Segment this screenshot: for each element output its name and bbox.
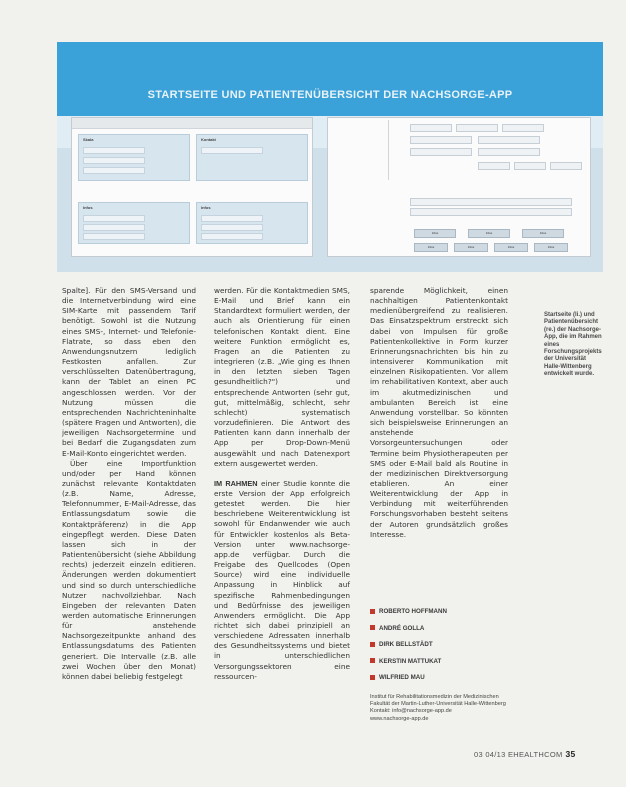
app-button: Infos [454,243,488,252]
author [370,607,520,624]
field [456,124,498,132]
author-name: DIRK BELLSTÄDT [379,641,433,648]
field [410,136,472,144]
paragraph-text: einer Studie konnte die erste Version der App erfolgreich getestet werden. Die hier beschriebene Weiterentwicklung ist sowohl für Endanwender wie auch für Entwickler kostenlos als Beta-Version unter www.nachsorge-app.de verfügbar. Durch die Freigabe des Quellcodes (Open Source) wird eine individuelle Anpassung in Hinblick auf spezifische Rahmenbedingungen und Bedürfnisse des jeweiligen Anwenders ermöglicht. Die App richtet sich dabei prinzipiell an verschiedene Adressaten innerhalb des Gesundheitssystems und bietet in unterschiedlichen Versorgungssektoren eine ressourcen- [214,478,350,681]
author-marker [370,675,375,680]
author-name: KERSTIN MATTUKAT [379,657,442,665]
start-screen-card [78,134,190,181]
field [410,208,572,216]
card-row [201,147,263,154]
field [502,124,544,132]
card-row [83,233,145,240]
issue-label: 03 04/13 EHEALTHCOM [474,750,563,759]
paragraph: sparende Möglichkeit, einen nachhaltigen Patientenkontakt medienübergreifend zu realisieren. Das Einsatzspektrum erstreckt sich dabei von Impulsen für große Patientenkollektive in Form kurzer Erinnerungsnachrichten bis hin zu intensiverer Kommunikation mit einzelnen Risikopatienten. Vor allem im rehabilitativen Kontext, aber auch im akutmedizinischen und ambulanten Bereich ist eine Anwendung vorstellbar. So könnten sich beispielsweise Erinnerungen an anstehende Vorsorgeuntersuchungen oder Termine beim Physiotherapeuten per SMS oder E-Mail bald als Routine in der medizinischen Direktversorgung etablieren. An einer Weiterentwicklung der App in Verbindung mit weiterführenden Forschungsvorhaben besteht seitens der Autoren grundsätzlich großes Interesse. [370,286,508,539]
app-button: Infos [534,243,568,252]
author-marker [370,658,375,663]
author-name: WILFRIED MAU [379,674,425,681]
card-row [201,215,263,222]
author-name: ANDRÉ GOLLA [379,624,425,632]
card-title: Infos [83,205,93,210]
card-row [201,233,263,240]
start-screen-menubar [72,118,312,129]
field [410,198,572,206]
patient-overview-screenshot [327,117,591,257]
paragraph-lead-in: IM RAHMEN [214,478,258,488]
paragraph: Über eine Importfunktion und/oder per Hand können zunächst relevante Kontaktdaten (z.B. Name, Adresse, Telefonnummer, E-Mail-Adresse, das Entlassungsdatum sowie die Kontaktpräferenz) in die App eingepflegt werden. Diese Daten lassen sich in der Patientenübersicht (siehe Abbildung rechts) jederzeit einzeln editieren. Änderungen werden dokumentiert und sind so durch unterschiedliche Nutzer nachvollziehbar. Nach Eingeben der relevanten Daten werden automatische Erinnerungen für anstehende Nachsorgezeitpunkte anhand des Entlassungsdatums des Patienten generiert. Die Intervalle (z.B. alle zwei Wochen über den Monat) können dabei beliebig festgelegt [62,458,196,681]
figure-caption: Startseite (li.) und Patientenübersicht (re.) der Nachsorge-App, die im Rahmen eines Forschungsprojekts der Universität Halle-Wittenberg entwickelt wurde. [544,312,602,378]
app-button: Infos [414,243,448,252]
author [370,657,520,674]
page-footer [474,749,576,759]
figure-title: STARTSEITE UND PATIENTENÜBERSICHT DER NACHSORGE-APP [147,89,513,101]
app-button: Infos [522,229,564,238]
author [370,640,520,657]
field [478,162,510,170]
card-title: Skala [83,137,94,142]
paragraph: werden. Für die Kontaktmedien SMS, E-Mail und Brief kann ein Standardtext formuliert werden, der auch als Orientierung für einen telefonischen Kontakt dient. Eine weitere Funktion ermöglicht es, Fragen an die Patienten zu integrieren (z.B. „Wie ging es Ihnen in den letzten sieben Tagen gesundheitlich?") und entsprechende Antworten (sehr gut, gut, mittelmäßig, schlecht, sehr schlecht) systematisch vorzudefinieren. Die Antwort des Patienten kann dann innerhalb der App per Drop-Down-Menü ausgewählt und nach Datenexport extern ausgewertet werden. [214,286,350,468]
card-title: Infos [201,205,211,210]
author-marker [370,609,375,614]
page-number: 35 [565,749,576,759]
start-screen-screenshot [71,117,313,257]
field [478,148,540,156]
figure-title-band [57,42,603,116]
card-row [83,224,145,231]
app-button: Infos [414,229,456,238]
field [514,162,546,170]
paragraph [214,479,350,682]
author-marker [370,625,375,630]
author [370,673,520,690]
text-column-1 [62,286,196,682]
text-column-2 [214,286,350,682]
app-button: Infos [468,229,510,238]
text-column-3 [370,286,508,540]
field [410,124,452,132]
start-screen-card [78,202,190,244]
start-screen-card [196,202,308,244]
card-row [201,224,263,231]
field [550,162,582,170]
field [410,148,472,156]
field [478,136,540,144]
paragraph: Spalte]. Für den SMS-Versand und die Internetverbindung wird eine SIM-Karte mit passendem Tarif benötigt. Sowohl ist die Nutzung eines SMS-, Internet- und Telefonie-Flatrate, so dass eben den Anwendungsnutzern lediglich Festkosten anfallen. Zur verschlüsselten Datenübertragung, kann der Tablet an einen PC angeschlossen werden. Vor der Nutzung müssen die entsprechenden Nachrichteninhalte (spätere Fragen und Antworten), die jeweiligen Nachsorgetermine und bei Bedarf die Zugangsdaten zum E-Mail-Konto eingerichtet werden. [62,286,196,458]
app-button: Infos [494,243,528,252]
card-row [83,215,145,222]
card-row [83,167,145,174]
card-title: Kontakt [201,137,216,142]
card-row [83,157,145,164]
author-name: ROBERTO HOFFMANN [379,608,447,615]
author-affiliation: Institut für Rehabilitationsmedizin der Medizinischen Fakultät der Martin-Luther-Universität Halle-Wittenberg Kontakt: info@nachsorge-app.de www.nachsorge-app.de [370,694,506,722]
start-screen-card [196,134,308,181]
patient-list [330,120,389,180]
author-marker [370,642,375,647]
author [370,624,520,641]
card-row [83,147,145,154]
author-list [370,607,520,690]
